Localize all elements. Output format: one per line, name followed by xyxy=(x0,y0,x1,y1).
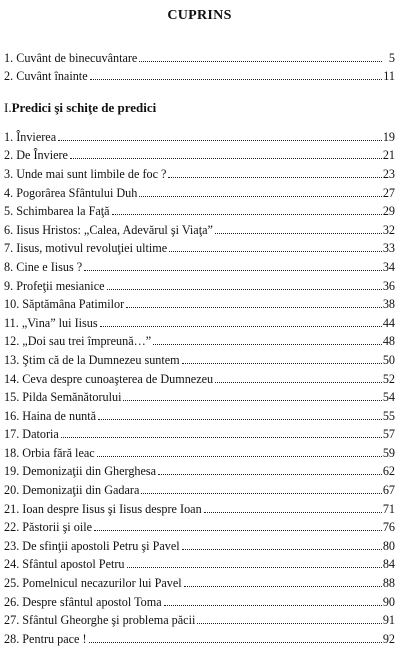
entry-page: 21 xyxy=(382,148,395,163)
entry-title: 17. Datoria xyxy=(4,427,59,442)
dot-leader xyxy=(90,78,382,80)
dot-leader xyxy=(127,566,382,568)
toc-entry[interactable] xyxy=(4,348,395,367)
toc-entry[interactable] xyxy=(4,367,395,386)
entry-page: 29 xyxy=(382,204,395,219)
entry-title: 22. Păstorii şi oile xyxy=(4,520,93,535)
entry-page: 34 xyxy=(382,259,395,274)
dot-leader xyxy=(184,585,382,587)
toc-entry[interactable] xyxy=(4,237,395,256)
entry-title: 28. Pentru pace ! xyxy=(4,631,87,646)
dot-leader xyxy=(94,529,382,531)
front-matter-list xyxy=(4,46,395,83)
entry-title: 19. Demonizaţii din Gherghesa xyxy=(4,464,157,479)
dot-leader xyxy=(139,195,381,197)
entry-title: 10. Săptămâna Patimilor xyxy=(4,297,125,312)
dot-leader xyxy=(141,492,381,494)
entry-page: 23 xyxy=(382,166,395,181)
toc-entry[interactable] xyxy=(4,404,395,423)
toc-entry[interactable] xyxy=(4,274,395,293)
entry-page: 54 xyxy=(382,390,395,405)
section-heading xyxy=(4,100,395,116)
entry-title: 12. „Doi sau trei împreună…” xyxy=(4,334,152,349)
entry-page: 62 xyxy=(382,464,395,479)
dot-leader xyxy=(58,139,382,141)
dot-leader xyxy=(139,60,382,62)
entry-page: 19 xyxy=(382,129,395,144)
dot-leader xyxy=(197,622,381,624)
dot-leader xyxy=(182,362,382,364)
entry-title: 27. Sfântul Gheorghe şi problema păcii xyxy=(4,613,196,628)
dot-leader xyxy=(215,381,382,383)
entry-title: 25. Pomelnicul necazurilor lui Pavel xyxy=(4,576,182,591)
toc-entry[interactable] xyxy=(4,46,395,65)
entry-page: 44 xyxy=(382,315,395,330)
entry-title: 14. Ceva despre cunoaşterea de Dumnezeu xyxy=(4,371,214,386)
entry-page: 11 xyxy=(383,69,395,84)
toc-entry[interactable] xyxy=(4,516,395,535)
dot-leader xyxy=(215,232,382,234)
entry-title: 24. Sfântul apostol Petru xyxy=(4,557,125,572)
toc-entry[interactable] xyxy=(4,553,395,572)
entry-title: 1. Învierea xyxy=(4,129,57,144)
dot-leader xyxy=(112,213,382,215)
toc-entry[interactable] xyxy=(4,460,395,479)
dot-leader xyxy=(98,418,382,420)
entry-page: 88 xyxy=(382,576,395,591)
dot-leader xyxy=(84,269,382,271)
entry-page: 36 xyxy=(382,278,395,293)
entry-page: 91 xyxy=(382,613,395,628)
entry-page: 57 xyxy=(382,427,395,442)
entry-title: 18. Orbia fără leac xyxy=(4,445,95,460)
toc-entry[interactable] xyxy=(4,423,395,442)
dot-leader xyxy=(182,548,382,550)
toc-entry[interactable] xyxy=(4,534,395,553)
entry-title: 21. Ioan despre Iisus şi Iisus despre Ioan xyxy=(4,501,202,516)
toc-entry[interactable] xyxy=(4,627,395,646)
toc-entry[interactable] xyxy=(4,65,395,84)
entry-title: 5. Schimbarea la Faţă xyxy=(4,204,110,219)
toc-entry[interactable] xyxy=(4,181,395,200)
entry-title: 4. Pogorârea Sfântului Duh xyxy=(4,185,138,200)
entry-page: 84 xyxy=(382,557,395,572)
entry-title: 23. De sfinţii apostoli Petru şi Pavel xyxy=(4,538,180,553)
entry-title: 11. „Vina” lui Iisus xyxy=(4,315,98,330)
entry-page: 71 xyxy=(382,501,395,516)
toc-entry[interactable] xyxy=(4,255,395,274)
section-number: I. xyxy=(4,100,12,116)
toc-entry[interactable] xyxy=(4,218,395,237)
entry-page: 5 xyxy=(388,50,395,65)
section-toc-list xyxy=(4,125,395,646)
toc-entry[interactable] xyxy=(4,293,395,312)
dot-leader xyxy=(158,473,382,475)
entry-title: 16. Haina de nuntă xyxy=(4,408,97,423)
dot-leader xyxy=(126,306,382,308)
dot-leader xyxy=(89,641,382,643)
entry-page: 33 xyxy=(382,241,395,256)
entry-page: 67 xyxy=(382,483,395,498)
dot-leader xyxy=(70,157,382,159)
entry-page: 32 xyxy=(382,222,395,237)
toc-entry[interactable] xyxy=(4,125,395,144)
entry-page: 55 xyxy=(382,408,395,423)
entry-page: 48 xyxy=(382,334,395,349)
toc-entry[interactable] xyxy=(4,311,395,330)
entry-title: 26. Despre sfântul apostol Toma xyxy=(4,594,162,609)
toc-entry[interactable] xyxy=(4,386,395,405)
page-title: CUPRINS xyxy=(167,8,232,23)
entry-title: 13. Ştim că de la Dumnezeu suntem xyxy=(4,352,180,367)
dot-leader xyxy=(153,343,382,345)
dot-leader xyxy=(97,455,382,457)
toc-entry[interactable] xyxy=(4,590,395,609)
entry-title: 3. Unde mai sunt limbile de foc ? xyxy=(4,166,167,181)
toc-entry[interactable] xyxy=(4,162,395,181)
entry-title: 8. Cine e Iisus ? xyxy=(4,259,83,274)
dot-leader xyxy=(169,250,382,252)
toc-entry[interactable] xyxy=(4,571,395,590)
entry-title: 2. De Înviere xyxy=(4,148,68,163)
entry-page: 59 xyxy=(382,445,395,460)
entry-title: 6. Iisus Hristos: „Calea, Adevărul şi Viaţa” xyxy=(4,222,213,237)
section-title: Predici şi schiţe de predici xyxy=(11,100,157,116)
dot-leader xyxy=(100,325,382,327)
toc-entry[interactable] xyxy=(4,497,395,516)
entry-page: 90 xyxy=(382,594,395,609)
entry-page: 52 xyxy=(382,371,395,386)
dot-leader xyxy=(204,511,382,513)
toc-entry[interactable] xyxy=(4,330,395,349)
entry-page: 92 xyxy=(382,631,395,646)
entry-title: 15. Pilda Semănătorului xyxy=(4,390,122,405)
toc-entry[interactable] xyxy=(4,144,395,163)
entry-page: 27 xyxy=(382,185,395,200)
dot-leader xyxy=(107,288,382,290)
toc-entry[interactable] xyxy=(4,609,395,628)
entry-page: 38 xyxy=(382,297,395,312)
dot-leader xyxy=(168,176,381,178)
toc-entry[interactable] xyxy=(4,441,395,460)
toc-entry[interactable] xyxy=(4,200,395,219)
entry-page: 50 xyxy=(382,352,395,367)
dot-leader xyxy=(123,399,381,401)
dot-leader xyxy=(61,436,382,438)
entry-title: 7. Iisus, motivul revoluţiei ultime xyxy=(4,241,168,256)
entry-title: 20. Demonizaţii din Gadara xyxy=(4,483,140,498)
dot-leader xyxy=(164,604,382,606)
entry-title: 1. Cuvânt de binecuvântare xyxy=(4,50,138,65)
entry-page: 80 xyxy=(382,538,395,553)
entry-page: 76 xyxy=(382,520,395,535)
toc-entry[interactable] xyxy=(4,478,395,497)
entry-title: 2. Cuvânt înainte xyxy=(4,69,88,84)
entry-title: 9. Profeţii mesianice xyxy=(4,278,105,293)
